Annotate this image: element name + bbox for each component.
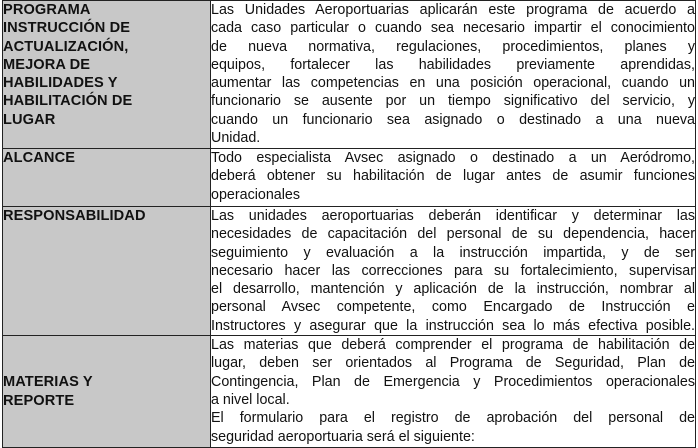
table-row-responsabilidad bbox=[3, 207, 696, 336]
content-line: cada caso particular o cuando sea necesario impartir el conocimiento bbox=[211, 20, 695, 37]
content-line: el desarrollo, mantención y aplicación de la instrucción, nombrar al bbox=[211, 281, 695, 298]
content-line: Las Unidades Aeroportuarias aplicarán este programa de acuerdo a bbox=[211, 2, 695, 18]
content-line: Las unidades aeroportuarias deberán identificar y determinar las bbox=[211, 208, 695, 224]
label-line: MATERIAS Y bbox=[3, 374, 93, 391]
content-cell-programa bbox=[211, 1, 696, 149]
content-line: Instructores y asegurar que la instrucción sea lo más efectiva posible. bbox=[211, 317, 695, 334]
content-line: lugar, deben ser orientados al Programa de Seguridad, Plan de bbox=[211, 355, 695, 372]
content-line: cuando un funcionario sea asignado o destinado a una nueva bbox=[211, 111, 695, 128]
content-line: necesario hacer las correcciones para su fortalecimiento, supervisar bbox=[211, 262, 695, 279]
label-line: INSTRUCCIÓN DE bbox=[3, 20, 131, 37]
document-table bbox=[2, 0, 696, 448]
content-line: Las materias que deberá comprender el programa de habilitación de bbox=[211, 337, 695, 354]
content-line: a nivel local. bbox=[211, 391, 290, 408]
label-line: MEJORA DE bbox=[3, 56, 91, 73]
content-line: El formulario para el registro de aprobación del personal de bbox=[211, 410, 695, 427]
content-line: de nueva normativa, regulaciones, procedimientos, planes y bbox=[211, 38, 695, 55]
content-line: equipos, fortalecer las habilidades previamente aprendidas, bbox=[211, 56, 695, 73]
label-line: HABILITACIÓN DE bbox=[3, 93, 133, 110]
label-line: ACTUALIZACIÓN, bbox=[3, 38, 129, 55]
content-line: seguimiento y evaluación a la instrucción impartida, y de ser bbox=[211, 244, 695, 261]
content-line: operacionales bbox=[211, 186, 301, 203]
table-row-materias bbox=[3, 336, 696, 448]
label-line: LUGAR bbox=[3, 111, 56, 128]
table-row-alcance bbox=[3, 149, 696, 207]
label-cell-alcance bbox=[3, 149, 211, 207]
content-cell-responsabilidad bbox=[211, 207, 696, 336]
label-line: PROGRAMA bbox=[3, 2, 91, 18]
content-line: deberá obtener su habilitación de lugar antes de asumir funciones bbox=[211, 168, 695, 185]
label-line: HABILIDADES Y bbox=[3, 75, 118, 92]
label-line: RESPONSABILIDAD bbox=[3, 208, 146, 224]
label-line: ALCANCE bbox=[3, 150, 76, 166]
content-line: Todo especialista Avsec asignado o destinado a un Aeródromo, bbox=[211, 150, 695, 166]
content-line: necesidades de capacitación del personal de su dependencia, hacer bbox=[211, 226, 695, 243]
label-cell-materias bbox=[3, 336, 211, 448]
label-cell-programa bbox=[3, 1, 211, 149]
content-line: funcionario se ausente por un tiempo significativo del servicio, y bbox=[211, 93, 695, 110]
content-line: Contingencia, Plan de Emergencia y Procedimientos operacionales bbox=[211, 373, 695, 390]
content-line: personal Avsec competente, como Encargado de Instrucción e bbox=[211, 299, 695, 316]
table-row-programa bbox=[3, 1, 696, 149]
label-line: REPORTE bbox=[3, 392, 75, 409]
content-line: seguridad aeroportuaria será el siguiente: bbox=[211, 428, 475, 445]
content-cell-alcance bbox=[211, 149, 696, 207]
label-cell-responsabilidad bbox=[3, 207, 211, 336]
content-cell-materias bbox=[211, 336, 696, 448]
content-line: aumentar las competencias en una posición operacional, cuando un bbox=[211, 75, 695, 92]
content-line: Unidad. bbox=[211, 130, 261, 147]
